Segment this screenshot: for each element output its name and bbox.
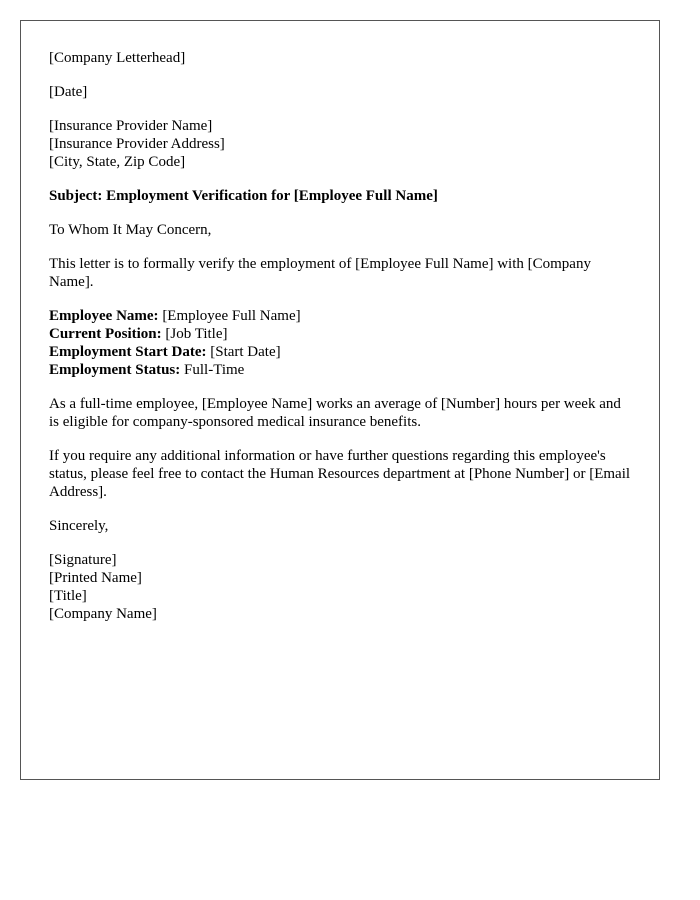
signature-placeholder: [Signature] [49,552,117,568]
recipient-address-block [49,117,631,171]
date-text: [Date] [49,84,88,100]
employment-details [49,307,631,379]
letter-date [49,83,631,101]
letter-page [20,20,660,780]
status-value: Full-Time [180,362,245,378]
intro-paragraph: This letter is to formally verify the employment of [Employee Full Name] with [Company Name]. [49,256,591,290]
subject-line: Subject: Employment Verification for [Employee Full Name] [49,188,438,204]
employee-name-value: [Employee Full Name] [158,308,301,324]
start-date-row [49,343,631,361]
start-date-value: [Start Date] [206,344,281,360]
contact-paragraph: If you require any additional information or have further questions regarding this employee's status, please feel free to contact the Human Resources department at [Phone Number] or [Email Address]. [49,448,631,500]
printed-name: [Printed Name] [49,570,142,586]
closing: Sincerely, [49,518,109,534]
status-row [49,361,631,379]
position-row [49,325,631,343]
recipient-city-state-zip: [City, State, Zip Code] [49,154,186,170]
position-value: [Job Title] [161,326,228,342]
recipient-address: [Insurance Provider Address] [49,136,225,152]
letterhead-text: [Company Letterhead] [49,50,186,66]
recipient-name: [Insurance Provider Name] [49,118,213,134]
position-label: Current Position: [49,326,162,342]
salutation: To Whom It May Concern, [49,222,212,238]
employee-name-row [49,307,631,325]
start-date-label: Employment Start Date: [49,344,207,360]
hours-paragraph: As a full-time employee, [Employee Name] works an average of [Number] hours per week and is eligible for company-sponsored medical insurance benefits. [49,396,621,430]
signer-company: [Company Name] [49,606,157,622]
employee-name-label: Employee Name: [49,308,159,324]
company-letterhead [49,49,631,67]
status-label: Employment Status: [49,362,181,378]
signer-title: [Title] [49,588,87,604]
signature-block [49,551,631,623]
